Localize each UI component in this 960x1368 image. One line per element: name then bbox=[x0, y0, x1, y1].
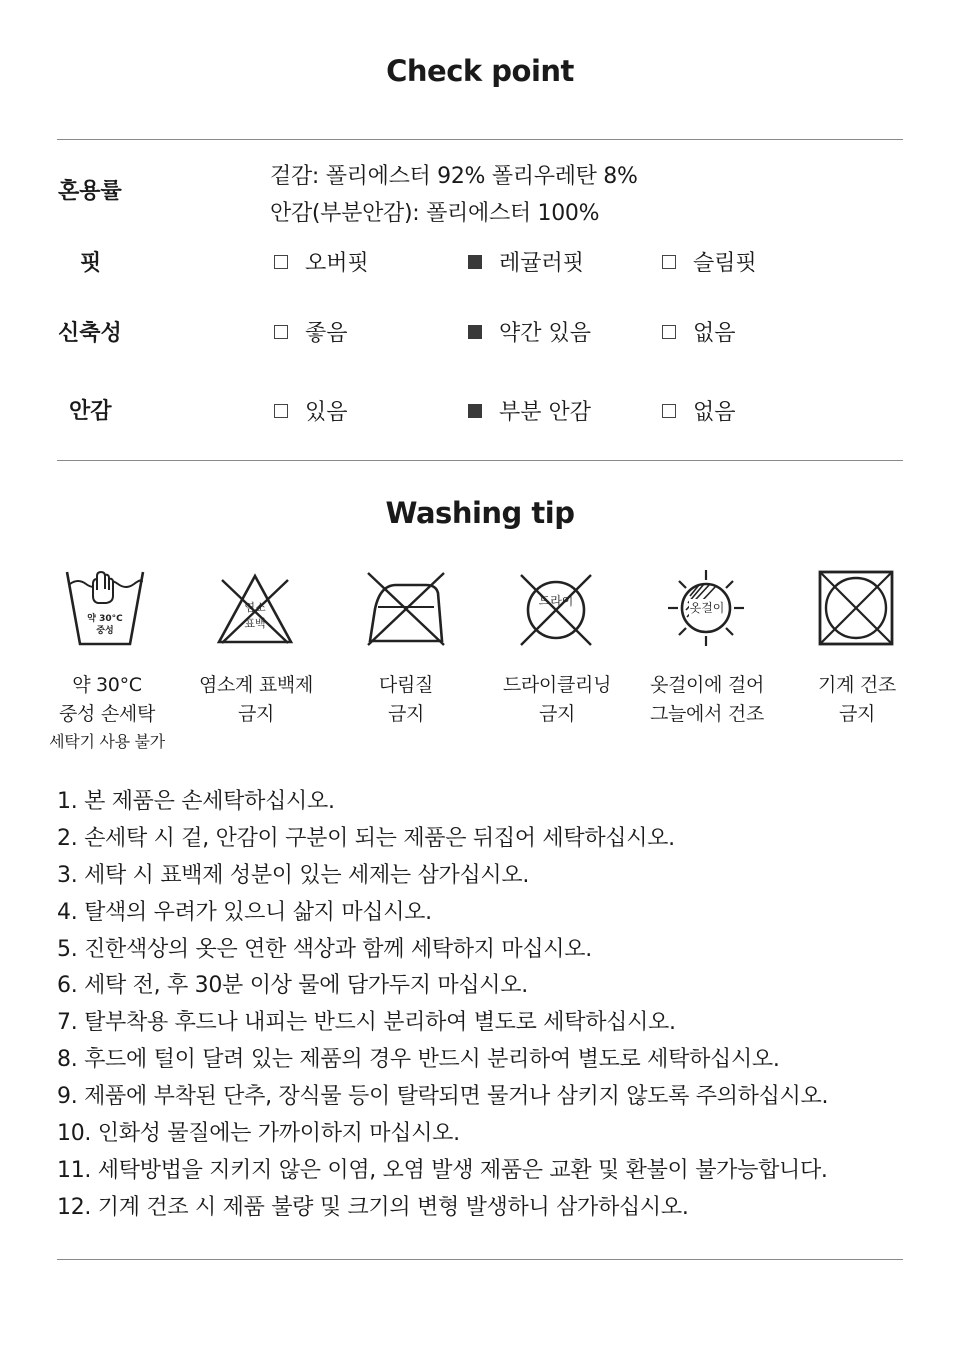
list-item: 11. 세탁방법을 지키지 않은 이염, 오염 발생 제품은 교환 및 환불이 불가능합니다. bbox=[57, 1157, 828, 1183]
blend-lining-text: 안감(부분안감): 폴리에스터 100% bbox=[270, 201, 600, 226]
caption-line: 기계 건조 bbox=[818, 674, 896, 696]
caption-line: 금지 bbox=[838, 703, 876, 725]
washing-notes-list bbox=[57, 784, 828, 1227]
checkbox-checked-icon bbox=[468, 255, 482, 269]
checkbox-checked-icon bbox=[468, 325, 482, 339]
checkbox-icon bbox=[662, 255, 676, 269]
hang-dry-shade-icon bbox=[666, 568, 746, 648]
blend-outer-text: 겉감: 폴리에스터 92% 폴리우레탄 8% bbox=[270, 164, 638, 189]
stretch-option-none bbox=[662, 316, 736, 347]
option-label: 없음 bbox=[693, 321, 736, 346]
caption-line: 드라이클리닝 bbox=[502, 674, 612, 696]
lining-option-none bbox=[662, 395, 736, 426]
list-item: 9. 제품에 부착된 단추, 장식물 등이 탈락되면 물거나 삼키지 않도록 주의하십시오. bbox=[57, 1084, 829, 1110]
option-label: 레귤러핏 bbox=[499, 251, 585, 276]
hand-wash-icon bbox=[66, 570, 144, 648]
checkbox-icon bbox=[662, 325, 676, 339]
option-label: 좋음 bbox=[305, 321, 348, 346]
checkbox-checked-icon bbox=[468, 404, 482, 418]
list-item: 5. 진한색상의 옷은 연한 색상과 함께 세탁하지 마십시오. bbox=[57, 936, 592, 962]
list-item: 3. 세탁 시 표백제 성분이 있는 세제는 삼가십시오. bbox=[57, 862, 530, 888]
list-item: 6. 세탁 전, 후 30분 이상 물에 담가두지 마십시오. bbox=[57, 973, 528, 999]
option-label: 없음 bbox=[693, 400, 736, 425]
list-item: 10. 인화성 물질에는 가까이하지 마십시오. bbox=[57, 1121, 460, 1147]
hand-wash-neutral-text: 중성 bbox=[96, 626, 114, 636]
check-point-title: Check point bbox=[386, 54, 574, 88]
list-item: 4. 탈색의 우려가 있으니 삶지 마십시오. bbox=[57, 899, 432, 925]
lining-option-yes bbox=[274, 395, 348, 426]
divider-middle bbox=[57, 460, 903, 461]
hand-wash-caption bbox=[32, 671, 182, 755]
dry-clean-text: 드라이 bbox=[538, 594, 574, 608]
no-iron-icon bbox=[366, 571, 446, 647]
caption-line: 염소계 표백제 bbox=[198, 674, 314, 696]
caption-line: 다림질 bbox=[378, 674, 434, 696]
lining-option-partial bbox=[468, 395, 591, 426]
caption-line: 옷걸이에 걸어 bbox=[649, 674, 765, 696]
stretch-option-good bbox=[274, 316, 348, 347]
blend-label: 혼용률 bbox=[58, 179, 122, 204]
list-item: 1. 본 제품은 손세탁하십시오. bbox=[57, 789, 335, 814]
no-iron-caption bbox=[331, 671, 481, 729]
no-tumble-dry-caption bbox=[782, 671, 932, 729]
caption-line: 금지 bbox=[538, 703, 576, 725]
option-label: 슬림핏 bbox=[693, 251, 757, 276]
stretch-label: 신축성 bbox=[58, 321, 122, 346]
checkbox-icon bbox=[274, 404, 288, 418]
option-label: 오버핏 bbox=[305, 251, 369, 276]
lining-label: 안감 bbox=[69, 399, 112, 424]
no-dry-clean-icon bbox=[518, 572, 594, 648]
bleach-chlorine-text: 염소 bbox=[244, 601, 266, 614]
stretch-option-slight bbox=[468, 316, 591, 347]
list-item: 8. 후드에 털이 달려 있는 제품의 경우 반드시 분리하여 별도로 세탁하십시오. bbox=[57, 1047, 780, 1073]
caption-line: 그늘에서 건조 bbox=[649, 703, 765, 725]
caption-line: 중성 손세탁 bbox=[58, 703, 155, 725]
hand-wash-temp-text: 약 30°C bbox=[87, 614, 123, 624]
bleach-text: 표백 bbox=[244, 617, 266, 630]
checkbox-icon bbox=[662, 404, 676, 418]
caption-line: 약 30°C bbox=[72, 674, 142, 696]
fit-label: 핏 bbox=[80, 251, 102, 276]
fit-option-regular bbox=[468, 246, 584, 277]
fit-option-over bbox=[274, 246, 369, 277]
no-bleach-icon bbox=[217, 573, 293, 645]
divider-bottom bbox=[57, 1259, 903, 1260]
washing-tip-title: Washing tip bbox=[385, 496, 575, 530]
option-label: 있음 bbox=[305, 400, 348, 425]
caption-line: 금지 bbox=[237, 703, 275, 725]
list-item: 7. 탈부착용 후드나 내피는 반드시 분리하여 별도로 세탁하십시오. bbox=[57, 1010, 676, 1036]
caption-note: 세탁기 사용 불가 bbox=[49, 732, 165, 751]
no-bleach-caption bbox=[181, 671, 331, 729]
divider-top bbox=[57, 139, 903, 140]
hanger-text: 옷걸이 bbox=[689, 601, 725, 615]
checkbox-icon bbox=[274, 325, 288, 339]
option-label: 부분 안감 bbox=[499, 400, 592, 425]
checkbox-icon bbox=[274, 255, 288, 269]
no-dry-clean-caption bbox=[482, 671, 632, 729]
caption-line: 금지 bbox=[387, 703, 425, 725]
list-item: 2. 손세탁 시 겉, 안감이 구분이 되는 제품은 뒤집어 세탁하십시오. bbox=[57, 825, 675, 851]
no-tumble-dry-icon bbox=[818, 570, 894, 646]
hang-dry-caption bbox=[632, 671, 782, 729]
fit-option-slim bbox=[662, 246, 757, 277]
list-item: 12. 기계 건조 시 제품 불량 및 크기의 변형 발생하니 삼가하십시오. bbox=[57, 1194, 689, 1220]
option-label: 약간 있음 bbox=[499, 321, 592, 346]
